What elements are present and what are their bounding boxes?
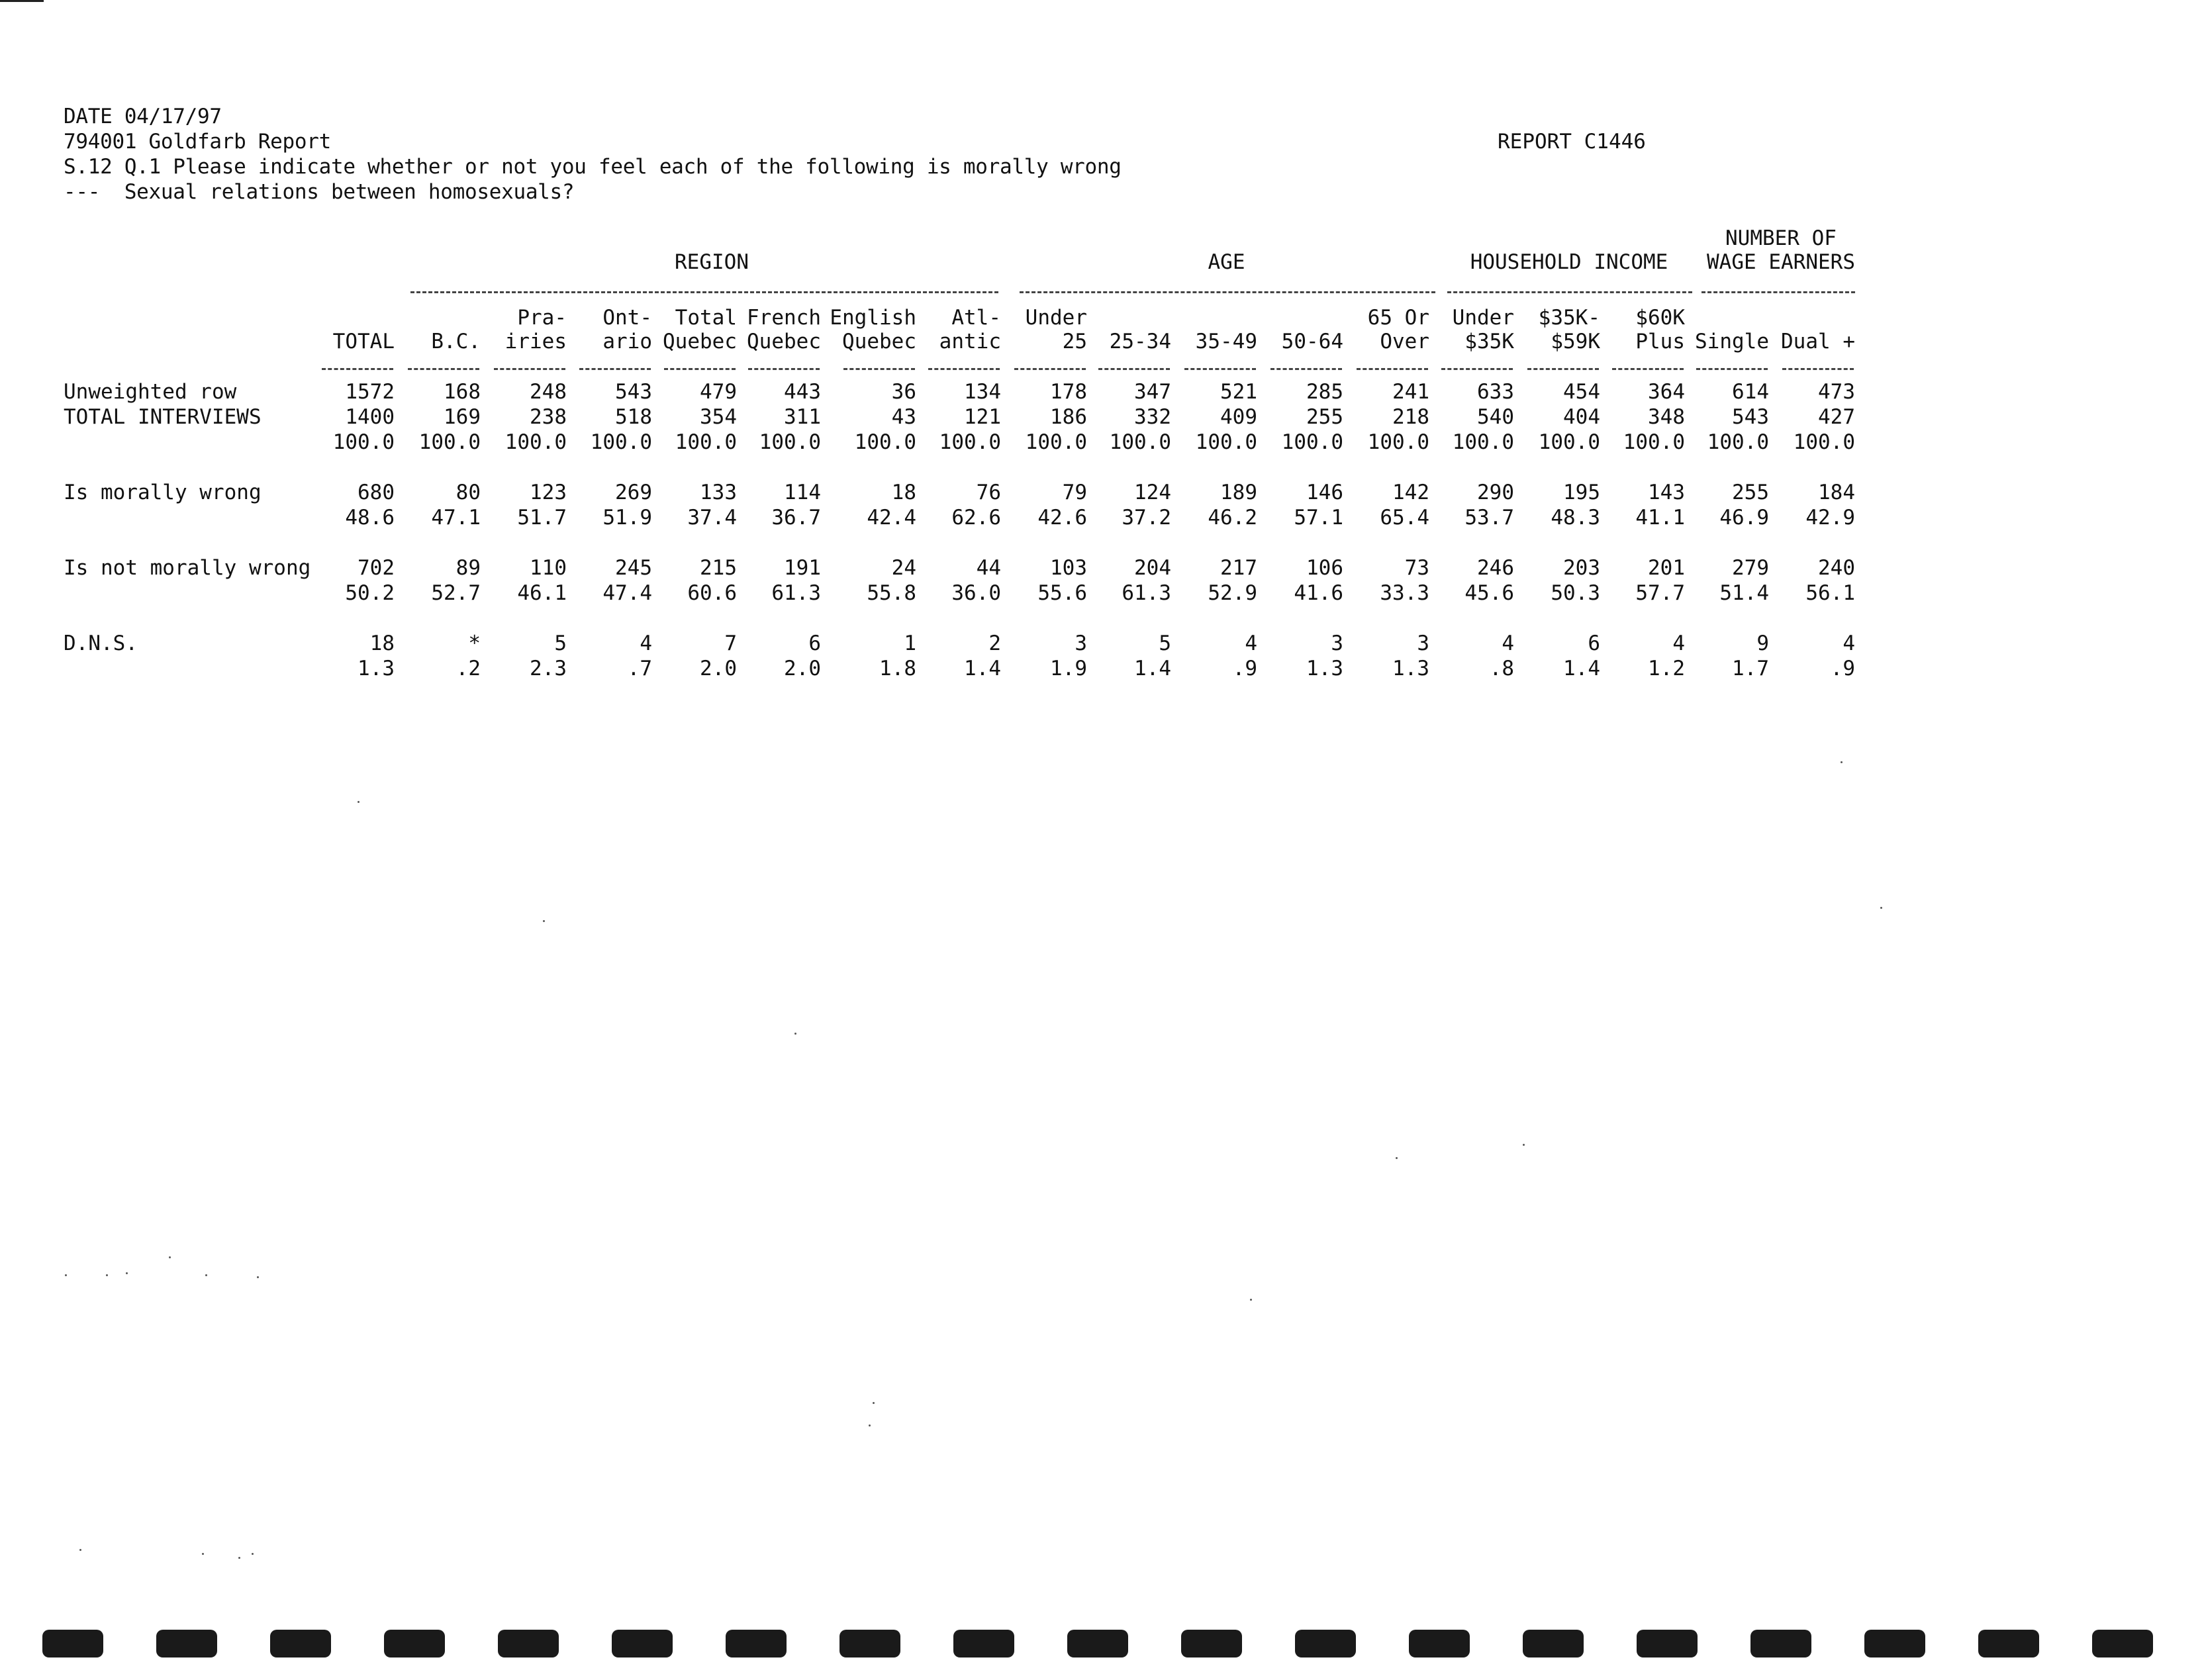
row-label: Unweighted row [64,380,237,404]
column-header-underline [1612,368,1684,370]
binder-holes [0,1630,2204,1669]
table-cell: 348 [1648,405,1685,429]
table-cell: 201 [1648,556,1685,580]
table-cell: 100.0 [1707,430,1769,454]
column-header-underline [1441,368,1513,370]
table-cell: 55.8 [867,581,916,605]
column-header-underline [748,368,820,370]
column-header-line2: Over [1380,330,1429,353]
table-cell: 89 [455,556,481,580]
column-header-underline [1696,368,1768,370]
table-cell: 73 [1404,556,1429,580]
wage-group-heading-line2: WAGE EARNERS [1707,250,1855,274]
row-label: D.N.S. [64,631,138,655]
table-cell: 633 [1477,380,1514,404]
column-header-underline [1527,368,1599,370]
table-cell: 248 [530,380,567,404]
region-underline [410,291,998,293]
column-header-line1: English [830,306,916,330]
column-header-underline [1014,368,1086,370]
column-header-line1: Total [675,306,737,330]
binder-hole [1864,1630,1925,1657]
table-cell: 100.0 [1109,430,1171,454]
column-header-line1: Under [1452,306,1514,330]
table-cell: 255 [1732,481,1769,504]
table-cell: 245 [615,556,652,580]
table-cell: 47.4 [602,581,652,605]
table-cell: 543 [615,380,652,404]
scan-speck [205,1274,207,1276]
table-cell: 1.9 [1050,657,1087,680]
wage-underline [1701,291,1855,293]
column-header-line2: TOTAL [332,330,395,353]
scan-corner-mark [0,0,44,2]
binder-hole [839,1630,900,1657]
table-cell: .8 [1489,657,1514,680]
table-cell: 51.7 [517,506,567,530]
scan-speck [1523,1144,1525,1146]
table-cell: 43 [891,405,916,429]
column-header-line1: $35K- [1538,306,1600,330]
column-header-line2: Plus [1635,330,1685,353]
table-cell: 46.1 [517,581,567,605]
column-header-line2: Dual + [1781,330,1855,353]
scan-speck [873,1402,875,1404]
binder-hole [384,1630,445,1657]
table-cell: 41.1 [1635,506,1685,530]
table-cell: 50.3 [1551,581,1600,605]
age-group-heading: AGE [1208,250,1245,274]
age-underline [1020,291,1435,293]
binder-hole [612,1630,673,1657]
scan-speck [79,1549,81,1551]
table-cell: 55.6 [1037,581,1087,605]
table-cell: 332 [1134,405,1171,429]
scan-speck [543,920,545,922]
scan-speck [1250,1299,1252,1301]
column-header-underline [494,368,565,370]
table-cell: .7 [627,657,652,680]
table-cell: 4 [640,631,652,655]
table-cell: 364 [1648,380,1685,404]
table-cell: 61.3 [771,581,821,605]
table-cell: 44 [976,556,1001,580]
table-cell: 521 [1220,380,1257,404]
column-header-underline [928,368,1000,370]
column-header-line2: 25-34 [1109,330,1171,353]
table-cell: 354 [700,405,737,429]
table-cell: 6 [1588,631,1600,655]
table-cell: 42.9 [1805,506,1855,530]
table-cell: 143 [1648,481,1685,504]
table-cell: 540 [1477,405,1514,429]
column-header-line1: 65 Or [1367,306,1429,330]
table-cell: 404 [1563,405,1600,429]
table-cell: 347 [1134,380,1171,404]
income-group-heading: HOUSEHOLD INCOME [1470,250,1668,274]
column-header-line2: 50-64 [1281,330,1343,353]
table-cell: 279 [1732,556,1769,580]
scan-speck [106,1274,108,1276]
scan-speck [1880,907,1882,909]
table-cell: 702 [358,556,395,580]
table-cell: 1.3 [358,657,395,680]
table-cell: 18 [369,631,395,655]
table-cell: 6 [808,631,821,655]
column-header-line1: French [747,306,821,330]
table-cell: 680 [358,481,395,504]
table-cell: 4 [1843,631,1855,655]
table-cell: 48.6 [345,506,395,530]
table-cell: 178 [1050,380,1087,404]
table-cell: 100.0 [332,430,395,454]
table-cell: 454 [1563,380,1600,404]
binder-hole [2092,1630,2153,1657]
table-cell: 37.2 [1122,506,1171,530]
table-cell: 1.8 [879,657,916,680]
table-cell: 1.7 [1732,657,1769,680]
scan-speck [358,801,359,803]
table-cell: 45.6 [1464,581,1514,605]
binder-hole [953,1630,1014,1657]
report-date: DATE 04/17/97 [64,105,222,128]
table-cell: 47.1 [431,506,481,530]
binder-hole [1750,1630,1811,1657]
table-cell: 1 [904,631,916,655]
table-cell: 50.2 [345,581,395,605]
table-cell: 51.9 [602,506,652,530]
column-header-line2: Single [1695,330,1769,353]
column-header-line2: antic [939,330,1001,353]
table-cell: 121 [964,405,1001,429]
table-cell: 186 [1050,405,1087,429]
binder-hole [1067,1630,1128,1657]
table-cell: 142 [1392,481,1429,504]
column-header-underline [843,368,915,370]
binder-hole [270,1630,331,1657]
table-cell: .2 [455,657,481,680]
table-cell: 51.4 [1719,581,1769,605]
table-cell: 5 [1159,631,1171,655]
binder-hole [1295,1630,1356,1657]
column-header-line1: Under [1025,306,1087,330]
table-cell: 285 [1306,380,1343,404]
table-cell: 106 [1306,556,1343,580]
table-cell: 614 [1732,380,1769,404]
table-cell: 2.0 [784,657,821,680]
report-id: REPORT C1446 [1498,130,1646,154]
wage-group-heading-line1: NUMBER OF [1725,226,1837,250]
table-cell: 473 [1818,380,1855,404]
table-cell: 80 [455,481,481,504]
table-cell: 18 [891,481,916,504]
table-cell: 311 [784,405,821,429]
column-header-line1: $60K [1635,306,1685,330]
scan-speck [126,1272,128,1274]
column-header-underline [579,368,651,370]
table-cell: 52.7 [431,581,481,605]
table-cell: 4 [1502,631,1514,655]
table-cell: 479 [700,380,737,404]
table-cell: 4 [1245,631,1257,655]
table-cell: 100.0 [939,430,1001,454]
table-cell: 76 [976,481,1001,504]
table-cell: 5 [554,631,567,655]
column-header-line2: iries [504,330,567,353]
table-cell: 191 [784,556,821,580]
column-header-line1: Pra- [517,306,567,330]
binder-hole [42,1630,103,1657]
column-header-line2: 35-49 [1195,330,1257,353]
table-cell: 36.0 [951,581,1001,605]
income-underline [1447,291,1692,293]
scan-speck [238,1557,240,1559]
table-cell: 2 [988,631,1001,655]
table-cell: 57.1 [1294,506,1343,530]
table-cell: 62.6 [951,506,1001,530]
table-cell: 114 [784,481,821,504]
scan-speck [1841,761,1843,763]
column-header-underline [1270,368,1342,370]
table-cell: 1.2 [1648,657,1685,680]
table-cell: 218 [1392,405,1429,429]
table-cell: 169 [444,405,481,429]
table-cell: 134 [964,380,1001,404]
table-cell: 189 [1220,481,1257,504]
table-cell: 100.0 [1538,430,1600,454]
column-header-line2: ario [602,330,652,353]
table-cell: 100.0 [759,430,821,454]
table-cell: 37.4 [687,506,737,530]
table-cell: 100.0 [1195,430,1257,454]
table-cell: 48.3 [1551,506,1600,530]
table-cell: 100.0 [1281,430,1343,454]
table-cell: 215 [700,556,737,580]
column-header-underline [1184,368,1256,370]
column-header-line2: Quebec [747,330,821,353]
table-cell: .9 [1830,657,1855,680]
table-cell: 9 [1756,631,1769,655]
table-cell: 1.3 [1392,657,1429,680]
table-cell: 33.3 [1380,581,1429,605]
table-cell: 65.4 [1380,506,1429,530]
table-cell: 146 [1306,481,1343,504]
scan-speck [1396,1157,1398,1159]
binder-hole [1637,1630,1698,1657]
binder-hole [156,1630,217,1657]
table-cell: 1.4 [1134,657,1171,680]
table-cell: 4 [1672,631,1685,655]
row-label: TOTAL INTERVIEWS [64,405,262,429]
column-header-line2: B.C. [431,330,481,353]
table-cell: 1.4 [1563,657,1600,680]
table-cell: 53.7 [1464,506,1514,530]
column-header-line2: Quebec [842,330,916,353]
column-header-line2: 25 [1062,330,1087,353]
table-cell: 1572 [345,380,395,404]
column-header-underline [1782,368,1854,370]
table-cell: 24 [891,556,916,580]
scan-speck [169,1256,171,1258]
table-cell: 217 [1220,556,1257,580]
scan-speck [257,1276,259,1278]
table-cell: 133 [700,481,737,504]
binder-hole [1181,1630,1242,1657]
table-cell: 3 [1075,631,1087,655]
column-header-underline [408,368,479,370]
binder-hole [1523,1630,1584,1657]
column-header-underline [322,368,393,370]
column-header-underline [1357,368,1428,370]
scan-speck [65,1274,67,1276]
column-header-underline [1098,368,1170,370]
question-text: S.12 Q.1 Please indicate whether or not you feel each of the following is morally wrong [64,155,1122,179]
column-header-line2: $59K [1551,330,1600,353]
table-cell: .9 [1232,657,1257,680]
table-cell: 100.0 [675,430,737,454]
row-label: Is not morally wrong [64,556,311,580]
table-cell: 269 [615,481,652,504]
table-cell: 123 [530,481,567,504]
sub-question-text: --- Sexual relations between homosexuals? [64,180,575,204]
table-cell: 246 [1477,556,1514,580]
table-cell: 100.0 [504,430,567,454]
table-cell: 443 [784,380,821,404]
report-name: 794001 Goldfarb Report [64,130,331,154]
table-cell: 52.9 [1208,581,1257,605]
region-group-heading: REGION [675,250,749,274]
table-cell: 100.0 [1025,430,1087,454]
table-cell: 238 [530,405,567,429]
table-cell: 110 [530,556,567,580]
table-cell: 100.0 [854,430,916,454]
table-cell: 543 [1732,405,1769,429]
table-cell: 195 [1563,481,1600,504]
column-header-line1: Atl- [951,306,1001,330]
row-label: Is morally wrong [64,481,262,504]
table-cell: 255 [1306,405,1343,429]
table-cell: 42.4 [867,506,916,530]
binder-hole [1978,1630,2039,1657]
table-cell: 36.7 [771,506,821,530]
column-header-line2: Quebec [663,330,737,353]
scan-speck [252,1553,254,1555]
binder-hole [726,1630,787,1657]
table-cell: 184 [1818,481,1855,504]
binder-hole [1409,1630,1470,1657]
table-cell: 100.0 [1623,430,1685,454]
table-cell: 2.3 [530,657,567,680]
table-cell: 240 [1818,556,1855,580]
table-cell: 100.0 [1452,430,1514,454]
table-cell: 3 [1417,631,1429,655]
column-header-line2: $35K [1464,330,1514,353]
table-cell: 56.1 [1805,581,1855,605]
table-cell: 103 [1050,556,1087,580]
table-cell: 203 [1563,556,1600,580]
table-cell: 168 [444,380,481,404]
table-cell: 100.0 [418,430,481,454]
table-cell: 409 [1220,405,1257,429]
scan-speck [794,1033,796,1035]
table-cell: 427 [1818,405,1855,429]
table-cell: 124 [1134,481,1171,504]
column-header-line1: Ont- [602,306,652,330]
table-cell: 204 [1134,556,1171,580]
table-cell: 100.0 [1367,430,1429,454]
table-cell: 57.7 [1635,581,1685,605]
table-cell: 290 [1477,481,1514,504]
table-cell: 1.4 [964,657,1001,680]
table-cell: 60.6 [687,581,737,605]
table-cell: * [468,631,481,655]
table-cell: 241 [1392,380,1429,404]
table-cell: 100.0 [1793,430,1855,454]
table-cell: 1400 [345,405,395,429]
column-header-underline [664,368,736,370]
table-cell: 79 [1062,481,1087,504]
table-cell: 518 [615,405,652,429]
table-cell: 1.3 [1306,657,1343,680]
table-cell: 41.6 [1294,581,1343,605]
table-cell: 2.0 [700,657,737,680]
table-cell: 61.3 [1122,581,1171,605]
table-cell: 3 [1331,631,1343,655]
table-cell: 100.0 [590,430,652,454]
table-cell: 36 [891,380,916,404]
scan-speck [202,1553,204,1555]
table-cell: 46.9 [1719,506,1769,530]
scan-speck [869,1424,871,1426]
table-cell: 42.6 [1037,506,1087,530]
binder-hole [498,1630,559,1657]
table-cell: 7 [724,631,737,655]
table-cell: 46.2 [1208,506,1257,530]
